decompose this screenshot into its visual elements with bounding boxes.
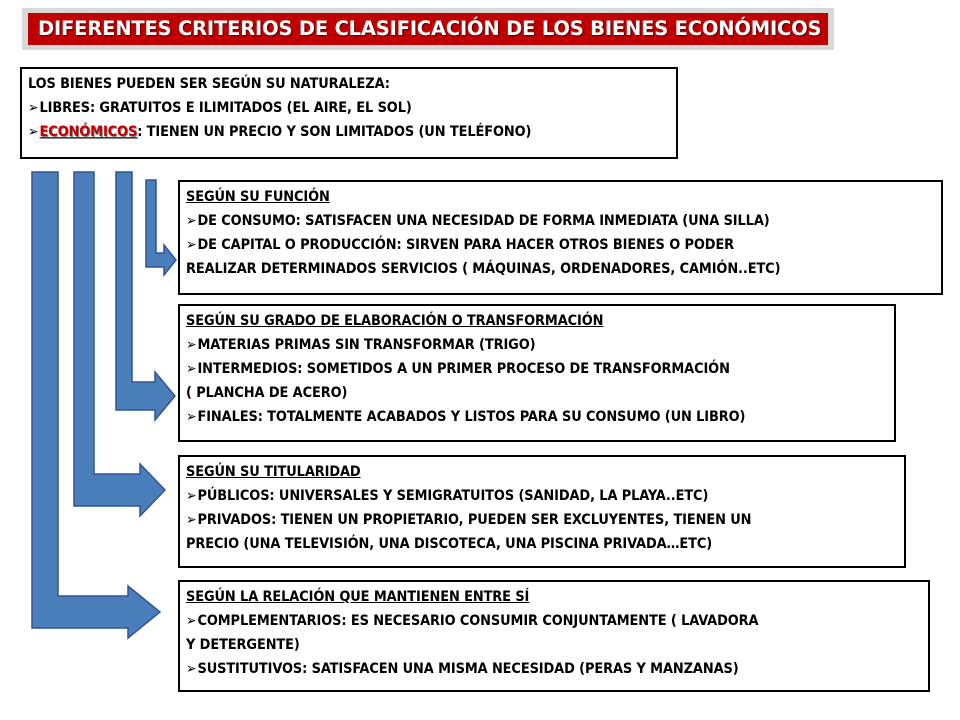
arrow-bullet-icon: ➢ — [186, 488, 197, 504]
relacion-item-complementarios-cont: Y DETERGENTE) — [186, 637, 300, 653]
elaboracion-item-intermedios: ➢INTERMEDIOS: SOMETIDOS A UN PRIMER PROCESO DE TRANSFORMACIÓN — [186, 361, 730, 377]
relacion-item-sustitutivos: ➢SUSTITUTIVOS: SATISFACEN UNA MISMA NECESIDAD (PERAS Y MANZANAS) — [186, 661, 739, 677]
arrow-bullet-icon: ➢ — [186, 409, 197, 425]
funcion-heading: SEGÚN SU FUNCIÓN — [186, 189, 330, 205]
arrow-bullet-icon: ➢ — [28, 124, 39, 140]
titularidad-item-publicos: ➢PÚBLICOS: UNIVERSALES Y SEMIGRATUITOS (SANIDAD, LA PLAYA..ETC) — [186, 488, 709, 504]
arrow-bullet-icon: ➢ — [186, 213, 197, 229]
elaboracion-heading: SEGÚN SU GRADO DE ELABORACIÓN O TRANSFORMACIÓN — [186, 313, 604, 329]
funcion-box — [178, 180, 943, 295]
economicos-term: ECONÓMICOS — [39, 124, 138, 140]
relacion-item-complementarios: ➢COMPLEMENTARIOS: ES NECESARIO CONSUMIR CONJUNTAMENTE ( LAVADORA — [186, 613, 759, 629]
naturaleza-item-economicos: ➢ECONÓMICOS: TIENEN UN PRECIO Y SON LIMITADOS (UN TELÉFONO) — [28, 124, 532, 140]
arrow-bullet-icon: ➢ — [186, 237, 197, 253]
arrow-to-funcion — [146, 180, 176, 275]
elaboracion-item-finales: ➢FINALES: TOTALMENTE ACABADOS Y LISTOS PARA SU CONSUMO (UN LIBRO) — [186, 409, 746, 425]
arrow-bullet-icon: ➢ — [186, 661, 197, 677]
elaboracion-item-materias: ➢MATERIAS PRIMAS SIN TRANSFORMAR (TRIGO) — [186, 337, 536, 353]
relacion-heading: SEGÚN LA RELACIÓN QUE MANTIENEN ENTRE SÍ — [186, 589, 530, 605]
funcion-item-capital-cont: REALIZAR DETERMINADOS SERVICIOS ( MÁQUINAS, ORDENADORES, CAMIÓN..ETC) — [186, 261, 781, 277]
naturaleza-item-libres: ➢LIBRES: GRATUITOS E ILIMITADOS (EL AIRE, EL SOL) — [28, 100, 412, 116]
relacion-box — [178, 580, 930, 692]
arrow-bullet-icon: ➢ — [186, 613, 197, 629]
titularidad-item-privados: ➢PRIVADOS: TIENEN UN PROPIETARIO, PUEDEN SER EXCLUYENTES, TIENEN UN — [186, 512, 752, 528]
page-title: DIFERENTES CRITERIOS DE CLASIFICACIÓN DE LOS BIENES ECONÓMICOS — [28, 13, 828, 45]
titularidad-box — [178, 455, 906, 568]
funcion-item-consumo: ➢DE CONSUMO: SATISFACEN UNA NECESIDAD DE FORMA INMEDIATA (UNA SILLA) — [186, 213, 770, 229]
elaboracion-item-intermedios-cont: ( PLANCHA DE ACERO) — [186, 385, 348, 401]
arrow-bullet-icon: ➢ — [28, 100, 39, 116]
funcion-item-capital: ➢DE CAPITAL O PRODUCCIÓN: SIRVEN PARA HACER OTROS BIENES O PODER — [186, 237, 735, 253]
elaboracion-box — [178, 304, 896, 442]
arrow-bullet-icon: ➢ — [186, 512, 197, 528]
titularidad-item-privados-cont: PRECIO (UNA TELEVISIÓN, UNA DISCOTECA, UNA PISCINA PRIVADA…ETC) — [186, 536, 713, 552]
arrow-bullet-icon: ➢ — [186, 337, 197, 353]
naturaleza-box — [20, 67, 678, 159]
titularidad-heading: SEGÚN SU TITULARIDAD — [186, 464, 361, 480]
arrow-bullet-icon: ➢ — [186, 361, 197, 377]
naturaleza-heading: LOS BIENES PUEDEN SER SEGÚN SU NATURALEZA: — [28, 76, 390, 92]
